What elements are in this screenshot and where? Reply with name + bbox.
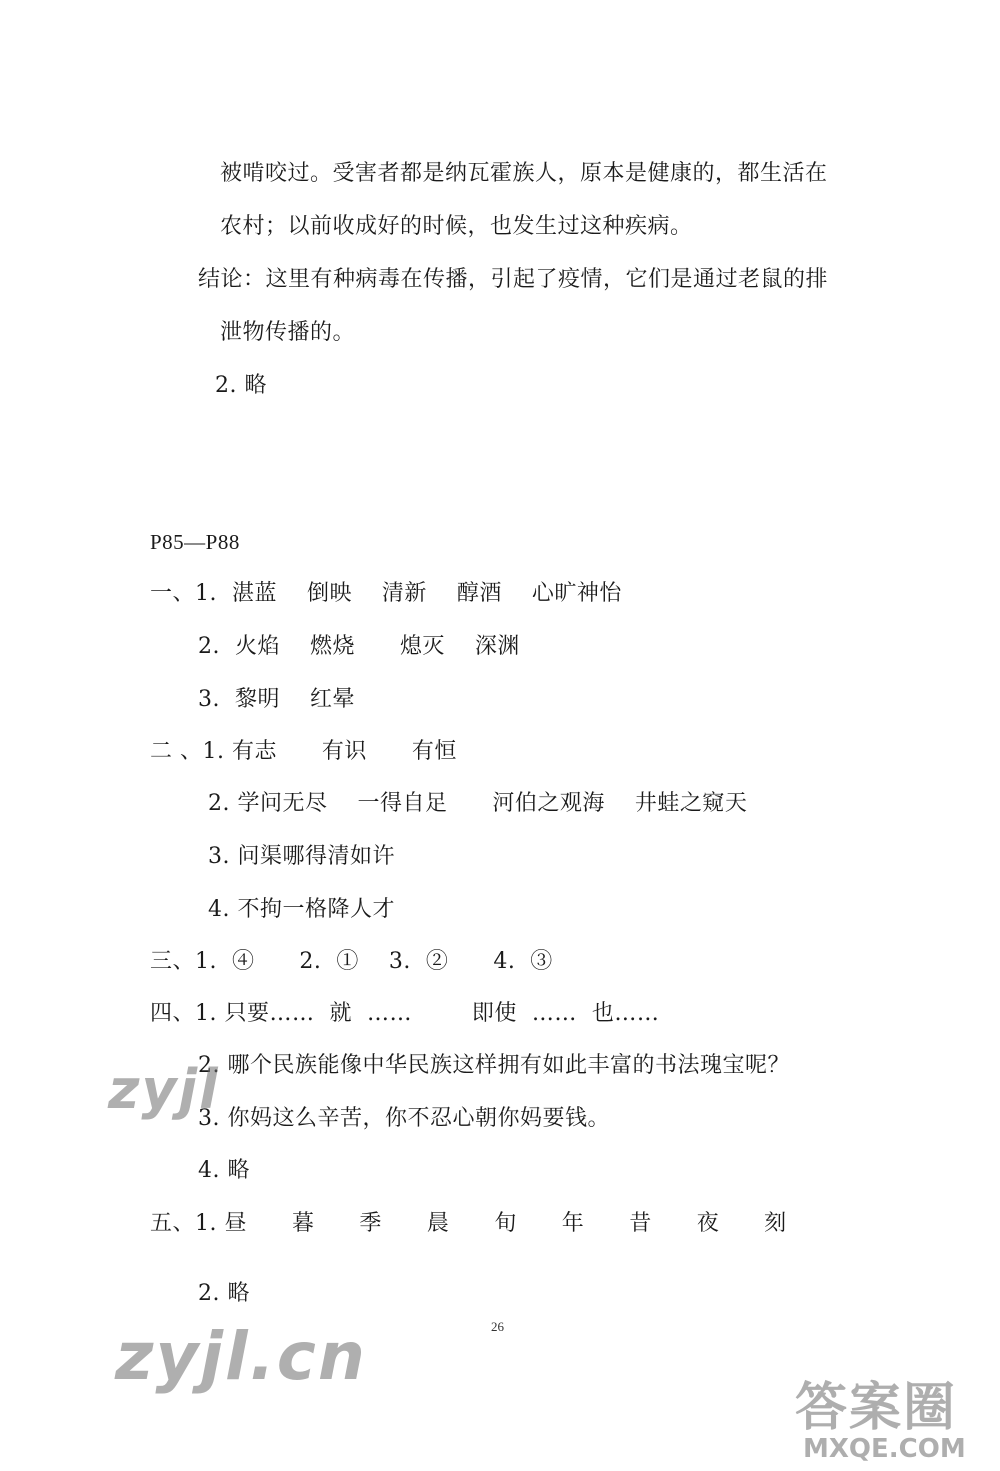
text-line: 2. 略 <box>215 373 267 398</box>
watermark-logo <box>795 1378 985 1464</box>
text-line: 泄物传播的。 <box>220 320 356 345</box>
text-line: 被啃咬过。受害者都是纳瓦霍族人，原本是健康的，都生活在 <box>220 161 828 186</box>
answer-line: 4. 不拘一格降人才 <box>208 897 395 922</box>
answer-line: 五、1. 昼 暮 季 晨 旬 年 昔 夜 刻 <box>150 1211 787 1236</box>
answer-line: 4. 略 <box>198 1158 250 1183</box>
text-line: 结论：这里有种病毒在传播，引起了疫情，它们是通过老鼠的排 <box>198 267 829 292</box>
watermark-text: 答案圈 <box>795 1378 958 1438</box>
watermark-logo: zyjl <box>108 1058 220 1121</box>
answer-line: 2. 哪个民族能像中华民族这样拥有如此丰富的书法瑰宝呢？ <box>198 1053 790 1078</box>
page-number: 26 <box>491 1319 504 1334</box>
answer-line: 2. 火焰 燃烧 熄灭 深渊 <box>198 634 520 659</box>
answer-line: 二 、1. 有志 有识 有恒 <box>150 739 457 764</box>
section-heading: P85—P88 <box>150 530 240 554</box>
answer-line: 2. 学问无尽 一得自足 河伯之观海 井蛙之窥天 <box>208 791 748 816</box>
answer-line: 3. 你妈这么辛苦，你不忍心朝你妈要钱。 <box>198 1106 610 1131</box>
answer-line: 三、1. ④ 2. ① 3. ② 4. ③ <box>150 949 553 974</box>
answer-line: 3. 问渠哪得清如许 <box>208 844 395 869</box>
watermark-logo: zyjl.cn <box>115 1318 367 1395</box>
answer-line: 2. 略 <box>198 1281 250 1306</box>
answer-line: 3. 黎明 红晕 <box>198 687 355 712</box>
answer-line: 四、1. 只要…… 就 …… 即使 …… 也…… <box>150 1001 660 1026</box>
answer-line: 一、1. 湛蓝 倒映 清新 醇酒 心旷神怡 <box>150 581 622 606</box>
watermark-url: MXQE.COM <box>803 1434 966 1464</box>
text-line: 农村；以前收成好的时候，也发生过这种疾病。 <box>220 214 693 239</box>
